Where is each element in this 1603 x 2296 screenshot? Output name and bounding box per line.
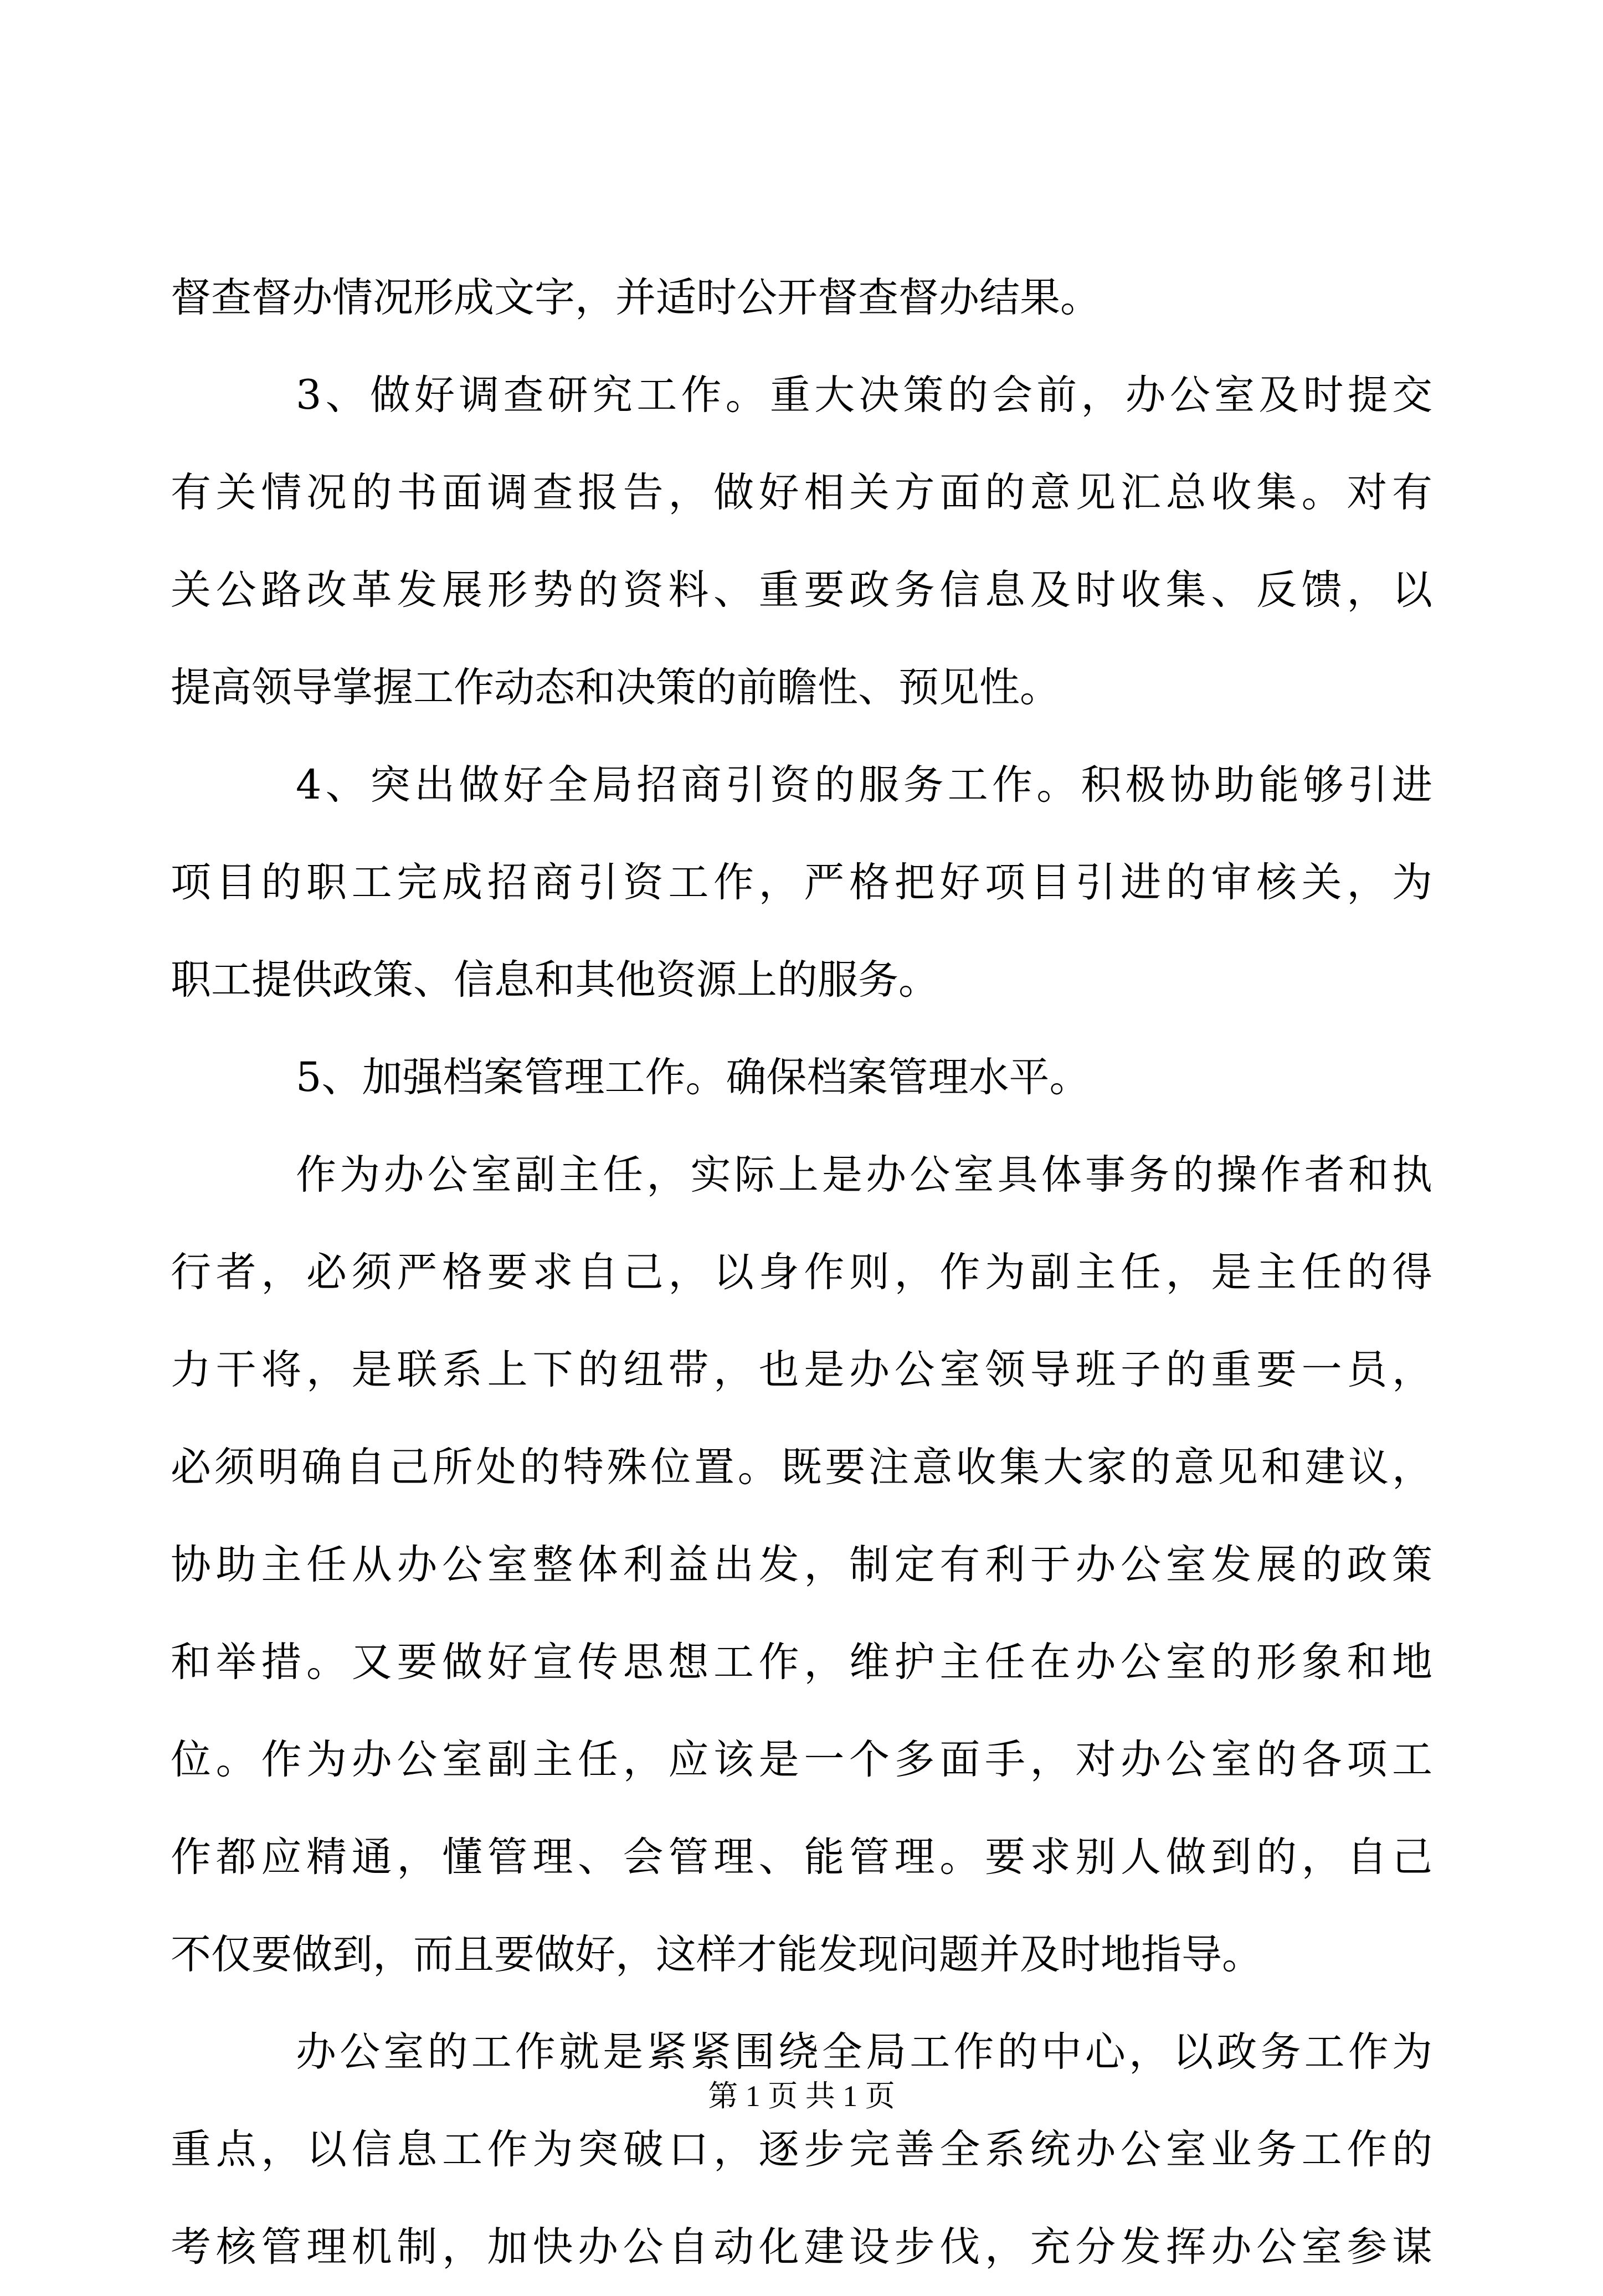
text-line: 有关情况的书面调查报告，做好相关方面的意见汇总收集。对有 — [171, 469, 1432, 516]
text-line: 作都应精通，懂管理、会管理、能管理。要求别人做到的，自己 — [171, 1834, 1432, 1881]
text-line: 必须明确自己所处的特殊位置。既要注意收集大家的意见和建议， — [171, 1444, 1432, 1491]
text-line: 办公室的工作就是紧紧围绕全局工作的中心，以政务工作为 — [296, 2029, 1432, 2076]
text-line: 5、加强档案管理工作。确保档案管理水平。 — [296, 1054, 1090, 1101]
text-line: 关公路改革发展形势的资料、重要政务信息及时收集、反馈，以 — [171, 567, 1432, 614]
text-line: 作为办公室副主任，实际上是办公室具体事务的操作者和执 — [296, 1151, 1432, 1198]
text-line: 和举措。又要做好宣传思想工作，维护主任在办公室的形象和地 — [171, 1639, 1432, 1686]
text-line: 4、突出做好全局招商引资的服务工作。积极协助能够引进 — [296, 761, 1432, 809]
text-line: 项目的职工完成招商引资工作，严格把好项目引进的审核关，为 — [171, 859, 1432, 906]
text-line: 考核管理机制，加快办公自动化建设步伐，充分发挥办公室参谋 — [171, 2223, 1432, 2271]
text-line: 3、做好调查研究工作。重大决策的会前，办公室及时提交 — [296, 372, 1432, 419]
text-line: 职工提供政策、信息和其他资源上的服务。 — [171, 956, 939, 1003]
text-line: 协助主任从办公室整体利益出发，制定有利于办公室发展的政策 — [171, 1541, 1432, 1588]
page-footer: 第 1 页 共 1 页 — [708, 2079, 895, 2113]
text-line: 督查督办情况形成文字，并适时公开督查督办结果。 — [171, 274, 1101, 321]
text-line: 提高领导掌握工作动态和决策的前瞻性、预见性。 — [171, 664, 1060, 711]
text-line: 位。作为办公室副主任，应该是一个多面手，对办公室的各项工 — [171, 1736, 1432, 1783]
document-body — [171, 249, 1432, 2296]
text-line: 力干将，是联系上下的纽带，也是办公室领导班子的重要一员， — [171, 1346, 1432, 1393]
text-line: 重点，以信息工作为突破口，逐步完善全系统办公室业务工作的 — [171, 2126, 1432, 2173]
text-line: 行者，必须严格要求自己，以身作则，作为副主任，是主任的得 — [171, 1249, 1432, 1296]
text-line: 不仅要做到，而且要做好，这样才能发现问题并及时地指导。 — [171, 1931, 1262, 1978]
